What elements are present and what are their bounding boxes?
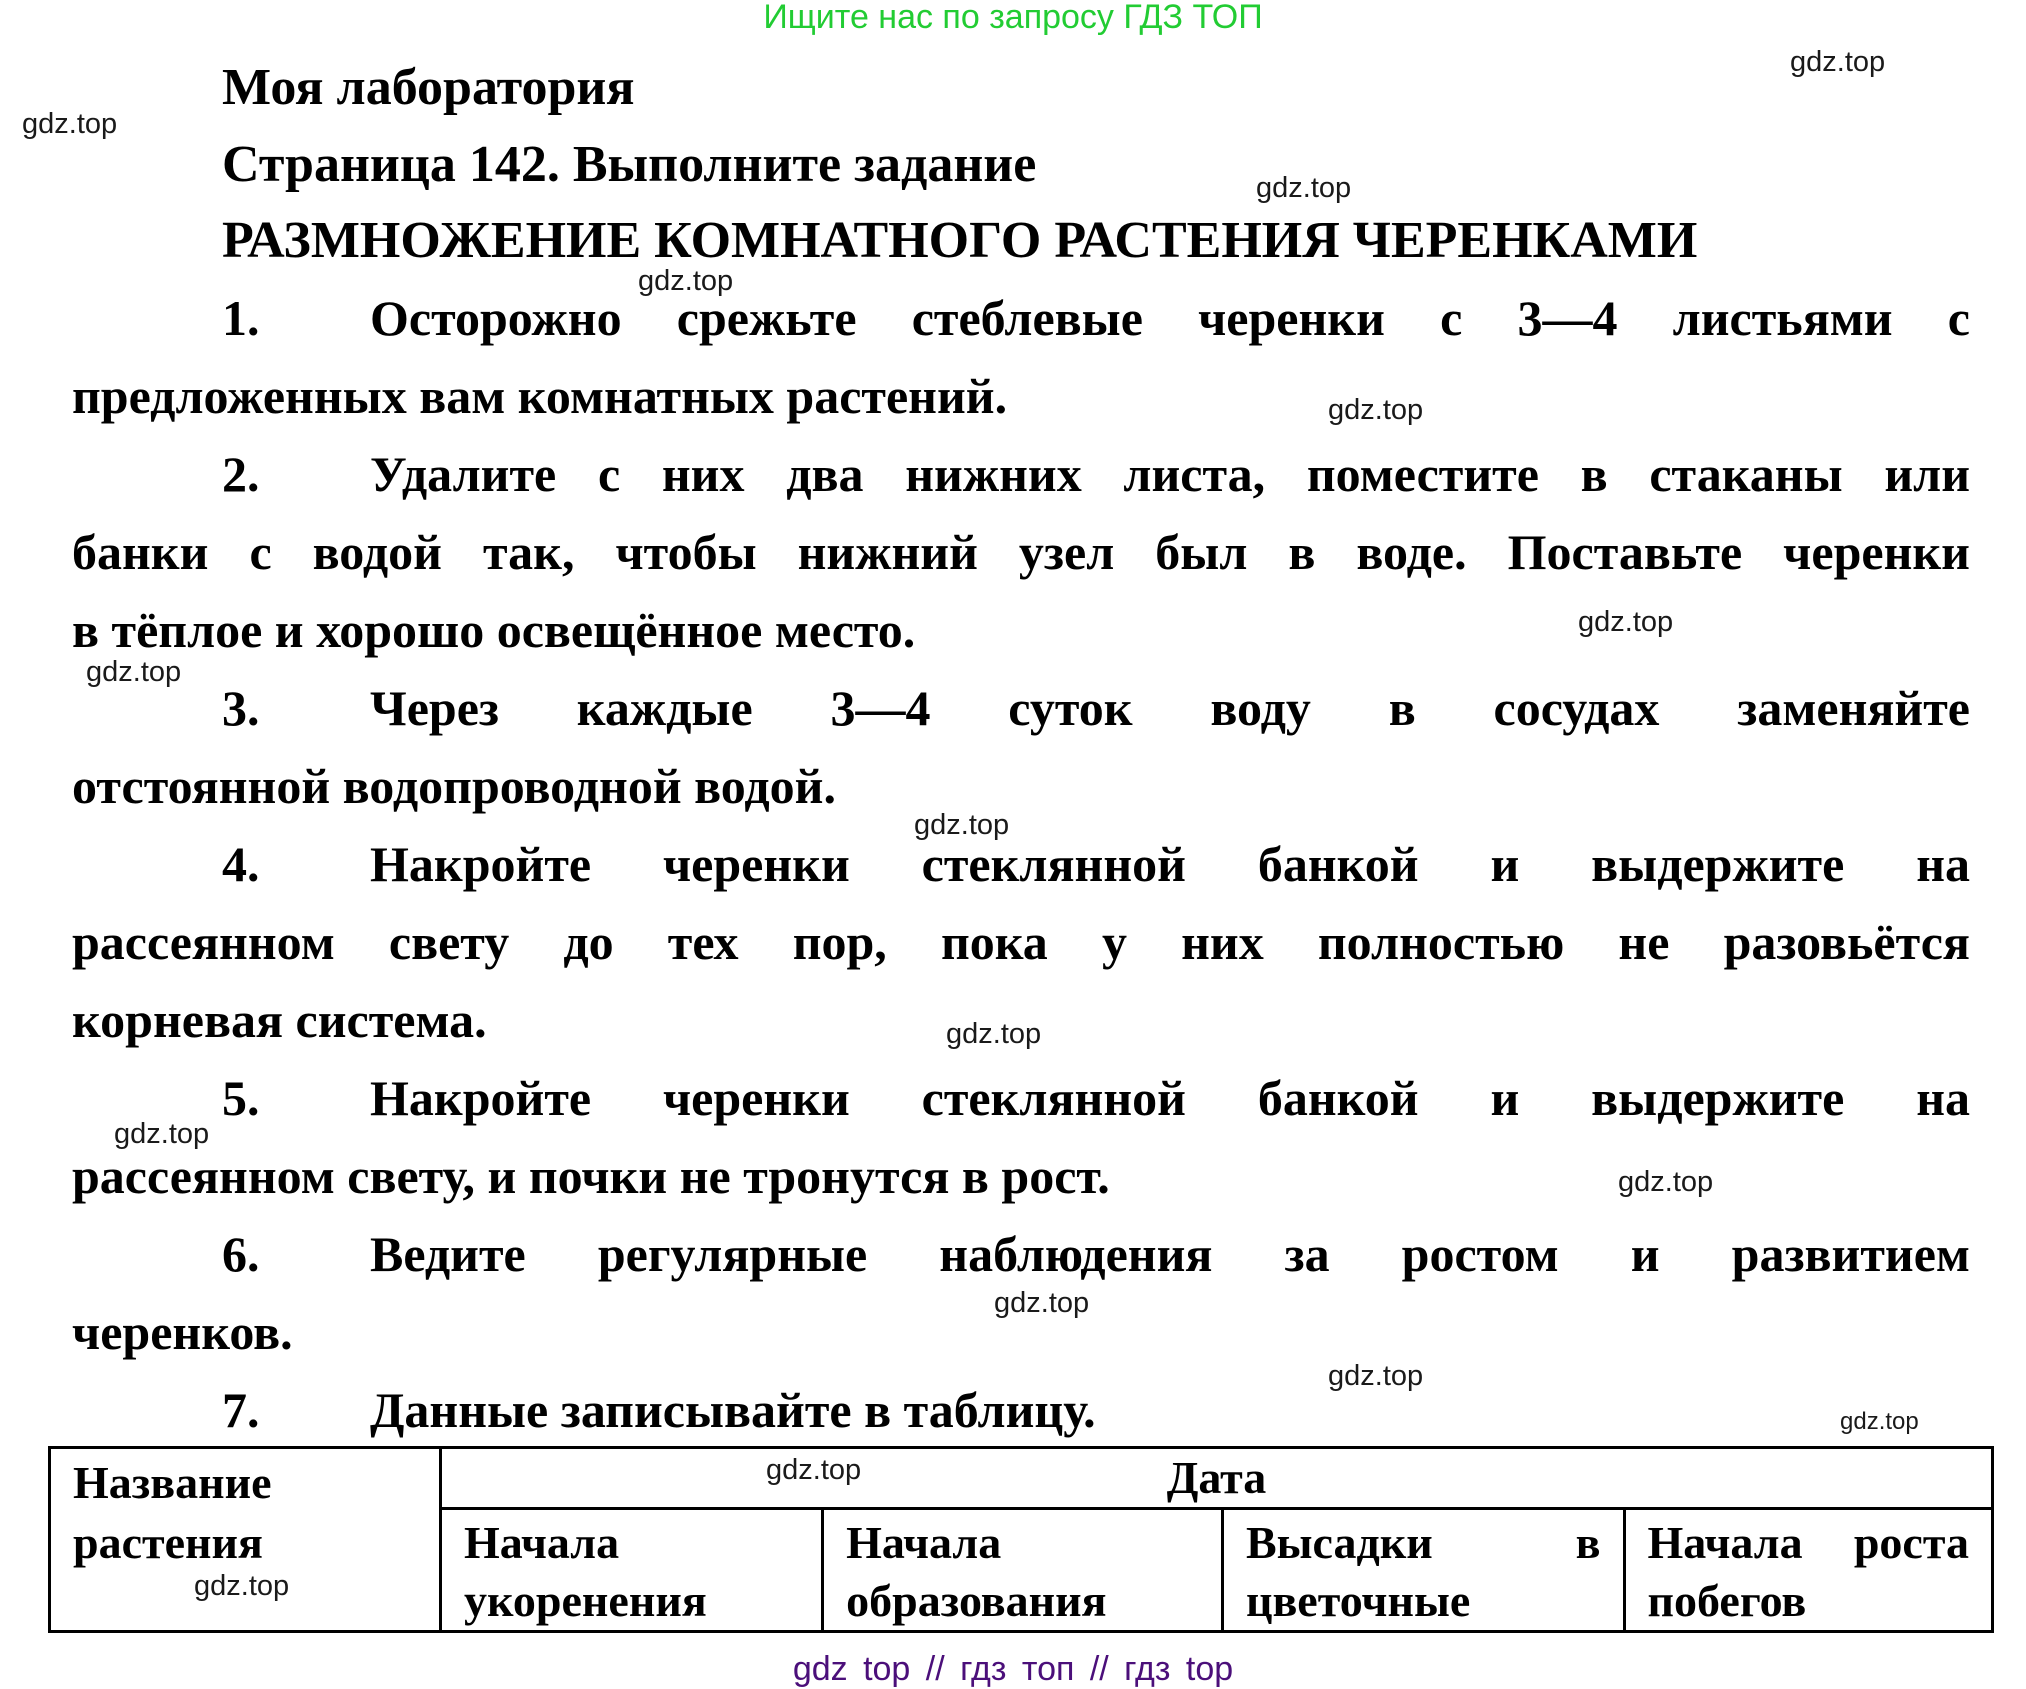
formation-start-header: Начала образования [823,1509,1223,1632]
step-text: Накройте черенки стеклянной банкой и выдержите на [370,1070,1970,1126]
watermark: gdz.top [1618,1166,1714,1198]
step-6-line-2: черенков. [72,1304,293,1360]
watermark: gdz.top [1328,394,1424,426]
step-5-line-1 [222,1070,1970,1126]
step-7-line-1 [222,1382,1096,1438]
page-title: Страница 142. Выполните задание [222,136,1037,193]
watermark: gdz.top [86,656,182,688]
watermark: gdz.top [22,108,118,140]
task-title: РАЗМНОЖЕНИЕ КОМНАТНОГО РАСТЕНИЯ ЧЕРЕНКАМИ [222,212,1698,269]
step-2-line-2: банки с водой так, чтобы нижний узел был в воде. Поставьте черенки [72,524,1970,580]
watermark: gdz.top [1790,46,1886,78]
step-text: Удалите с них два нижних листа, поместите в стаканы или [370,446,1970,502]
step-2-line-1 [222,446,1970,502]
step-3-line-2: отстоянной водопроводной водой. [72,758,836,814]
watermark: gdz.top [1840,1408,1919,1435]
step-4-line-2: рассеянном свету до тех пор, пока у них полностью не разовьётся [72,914,1970,970]
step-text: Данные записывайте в таблицу. [370,1382,1096,1438]
step-5-line-2: рассеянном свету, и почки не тронутся в рост. [72,1148,1110,1204]
rooting-start-header: Начала укоренения [441,1509,823,1632]
step-number: 6. [222,1226,260,1282]
footer-banner: gdz top // гдз топ // гдз top [792,1650,1234,1688]
step-number: 1. [222,290,260,346]
watermark: gdz.top [638,265,734,297]
step-4-line-1 [222,836,1970,892]
search-banner: Ищите нас по запросу ГДЗ ТОП [763,0,1263,36]
step-1-line-1 [222,290,1970,346]
step-number: 5. [222,1070,260,1126]
step-number: 7. [222,1382,260,1438]
step-2-line-3: в тёплое и хорошо освещённое место. [72,602,916,658]
step-6-line-1 [222,1226,1970,1282]
watermark: gdz.top [766,1454,862,1486]
step-text: Осторожно срежьте стеблевые черенки с 3—4 листьями с [370,290,1970,346]
watermark: gdz.top [1256,172,1352,204]
watermark: gdz.top [114,1118,210,1150]
step-number: 3. [222,680,260,736]
observation-table [48,1446,1994,1633]
step-1-line-2: предложенных вам комнатных растений. [72,368,1008,424]
step-text: Через каждые 3—4 суток воду в сосудах заменяйте [370,680,1970,736]
date-group-header: Дата [441,1448,1993,1509]
watermark: gdz.top [1328,1360,1424,1392]
step-number: 2. [222,446,260,502]
watermark: gdz.top [194,1570,290,1602]
section-title: Моя лаборатория [222,59,635,116]
step-number: 4. [222,836,260,892]
step-text: Накройте черенки стеклянной банкой и выдержите на [370,836,1970,892]
watermark: gdz.top [946,1018,1042,1050]
step-4-line-3: корневая система. [72,992,487,1048]
watermark: gdz.top [914,809,1010,841]
shoot-growth-header: Начала роста побегов [1624,1509,1992,1632]
plant-name-header: Название растения [50,1448,441,1632]
step-text: Ведите регулярные наблюдения за ростом и развитием [370,1226,1970,1282]
watermark: gdz.top [1578,606,1674,638]
step-3-line-1 [222,680,1970,736]
watermark: gdz.top [994,1287,1090,1319]
planting-header: Высадки в цветочные [1222,1509,1624,1632]
